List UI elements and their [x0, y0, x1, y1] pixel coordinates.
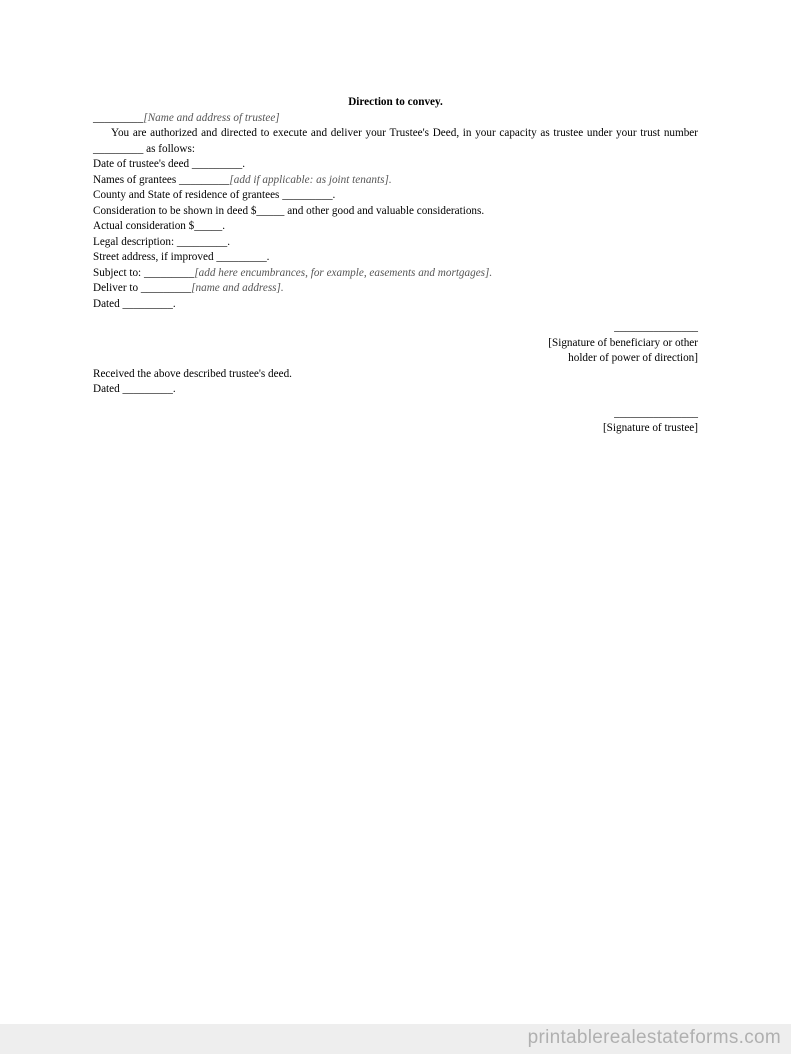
trustee-hint: [Name and address of trustee]	[143, 111, 280, 124]
names-of-grantees-text: Names of grantees _________	[93, 173, 230, 186]
intro-paragraph: You are authorized and directed to execute and deliver your Trustee's Deed, in your capacity as trustee under your trust number _________ as follows:	[93, 127, 698, 155]
document-title: Direction to convey.	[348, 96, 443, 108]
names-of-grantees-hint: [add if applicable: as joint tenants].	[229, 173, 392, 186]
field-legal-description: Legal description: _________.	[93, 235, 231, 248]
field-street-address: Street address, if improved _________.	[93, 251, 270, 263]
document-body	[93, 95, 698, 437]
spacer	[93, 398, 698, 406]
field-actual-consideration: Actual consideration $_____.	[93, 220, 226, 232]
deliver-to-hint: [name and address].	[191, 282, 284, 294]
subject-to-hint: [add here encumbrances, for example, easements and mortgages].	[194, 266, 493, 279]
beneficiary-signature-line: _______________	[614, 321, 698, 333]
subject-to-text: Subject to: _________	[93, 266, 195, 279]
field-names-of-grantees	[93, 173, 698, 189]
trustee-signature-label: [Signature of trustee]	[602, 422, 698, 434]
trustee-name-line	[93, 111, 698, 127]
received-dated: Dated _________.	[93, 383, 176, 395]
beneficiary-signature-label-2: holder of power of direction]	[568, 352, 698, 364]
field-subject-to	[93, 266, 698, 282]
deliver-to-text: Deliver to _________	[93, 282, 192, 294]
field-dated: Dated _________.	[93, 297, 176, 310]
trustee-blank: _________	[93, 111, 144, 124]
received-text: Received the above described trustee's deed.	[93, 367, 292, 380]
field-deliver-to	[93, 281, 698, 297]
field-county-state: County and State of residence of grantees _________.	[93, 189, 336, 201]
trustee-signature-line: _______________	[614, 406, 698, 419]
footer-bar	[0, 1024, 791, 1054]
spacer	[93, 312, 698, 320]
footer-site-watermark: printablerealestateforms.com	[527, 1027, 781, 1048]
field-date-of-deed: Date of trustee's deed _________.	[93, 158, 246, 170]
beneficiary-signature-label-1: [Signature of beneficiary or other	[548, 336, 698, 349]
field-consideration-shown: Consideration to be shown in deed $_____ and other good and valuable considerations.	[93, 204, 485, 217]
